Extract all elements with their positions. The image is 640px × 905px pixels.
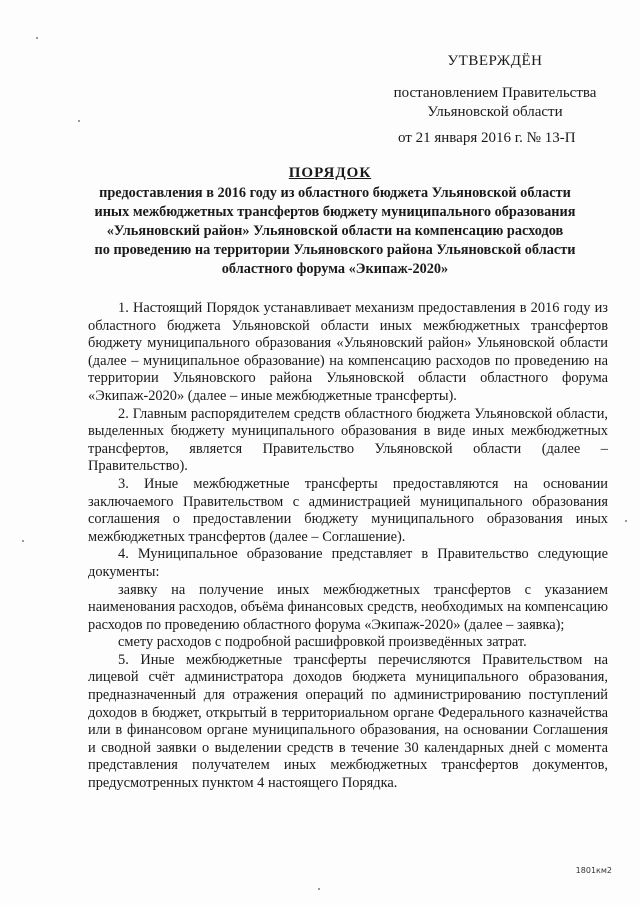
scan-speck [22,540,24,542]
scan-speck [36,37,38,39]
paragraph-5: 5. Иные межбюджетные трансферты перечисляются Правительством на лицевой счёт администратора доходов бюджета муниципального образования, предназначенный для отражения операций по администрированию поступлений доходов в бюджет, открытый в территориальном органе Федерального казначейства или в финансовом органе муниципального образования, на основании Соглашения и сводной заявки о выделении средств в течение 30 календарных дней с момента представления получателем иных межбюджетных трансфертов документов, предусмотренных пунктом 4 настоящего Порядка. [88,651,608,792]
subtitle-line: предоставления в 2016 году из областного бюджета Ульяновской области [99,185,571,201]
approval-date: от 21 января 2016 г. № 13-П [398,130,576,146]
scan-speck [625,520,627,522]
document-body [88,300,608,793]
scan-speck [318,888,320,890]
approval-line-1: постановлением Правительства [393,85,597,101]
approval-line-2: Ульяновской области [427,104,563,120]
footer-code: 1801км2 [575,866,612,875]
paragraph-2: 2. Главным распорядителем средств областного бюджета Ульяновской области, выделенных бюджету муниципального образования в виде иных межбюджетных трансфертов, является Правительство Ульяновской области (далее – Правительство). [88,405,608,475]
subtitle-line: областного форума «Экипаж-2020» [221,261,449,277]
subtitle-line: иных межбюджетных трансфертов бюджету муниципального образования [94,204,576,220]
paragraph-4-item-1: заявку на получение иных межбюджетных трансфертов с указанием наименования расходов, объёма финансовых средств, необходимых на компенсацию расходов по проведению областного форума «Экипаж-2020» (далее – заявка); [88,581,608,633]
paragraph-1: 1. Настоящий Порядок устанавливает механизм предоставления в 2016 году из областного бюджета Ульяновской области иных межбюджетных трансфертов бюджету муниципального образования «Ульяновский район» Ульяновской области (далее – муниципальное образование) на компенсацию расходов по проведению на территории Ульяновского района Ульяновской области областного форума «Экипаж-2020» (далее – иные межбюджетные трансферты). [88,300,608,404]
approval-block [375,52,615,72]
scan-speck [78,120,80,122]
subtitle-line: по проведению на территории Ульяновского района Ульяновской области [94,242,576,258]
paragraph-3: 3. Иные межбюджетные трансферты предоставляются на основании заключаемого Правительством с администрацией муниципального образования соглашения о предоставлении бюджету муниципального образования иных межбюджетных трансфертов (далее – Соглашение). [88,475,608,545]
approval-title: УТВЕРЖДЁН [447,53,543,69]
document-subtitle [55,184,615,279]
paragraph-4-item-2: смету расходов с подробной расшифровкой произведённых затрат. [118,634,527,651]
paragraph-4: 4. Муниципальное образование представляет в Правительство следующие документы: [88,546,608,580]
document-title: ПОРЯДОК [288,165,372,181]
subtitle-line: «Ульяновский район» Ульяновской области на компенсацию расходов [106,223,564,239]
